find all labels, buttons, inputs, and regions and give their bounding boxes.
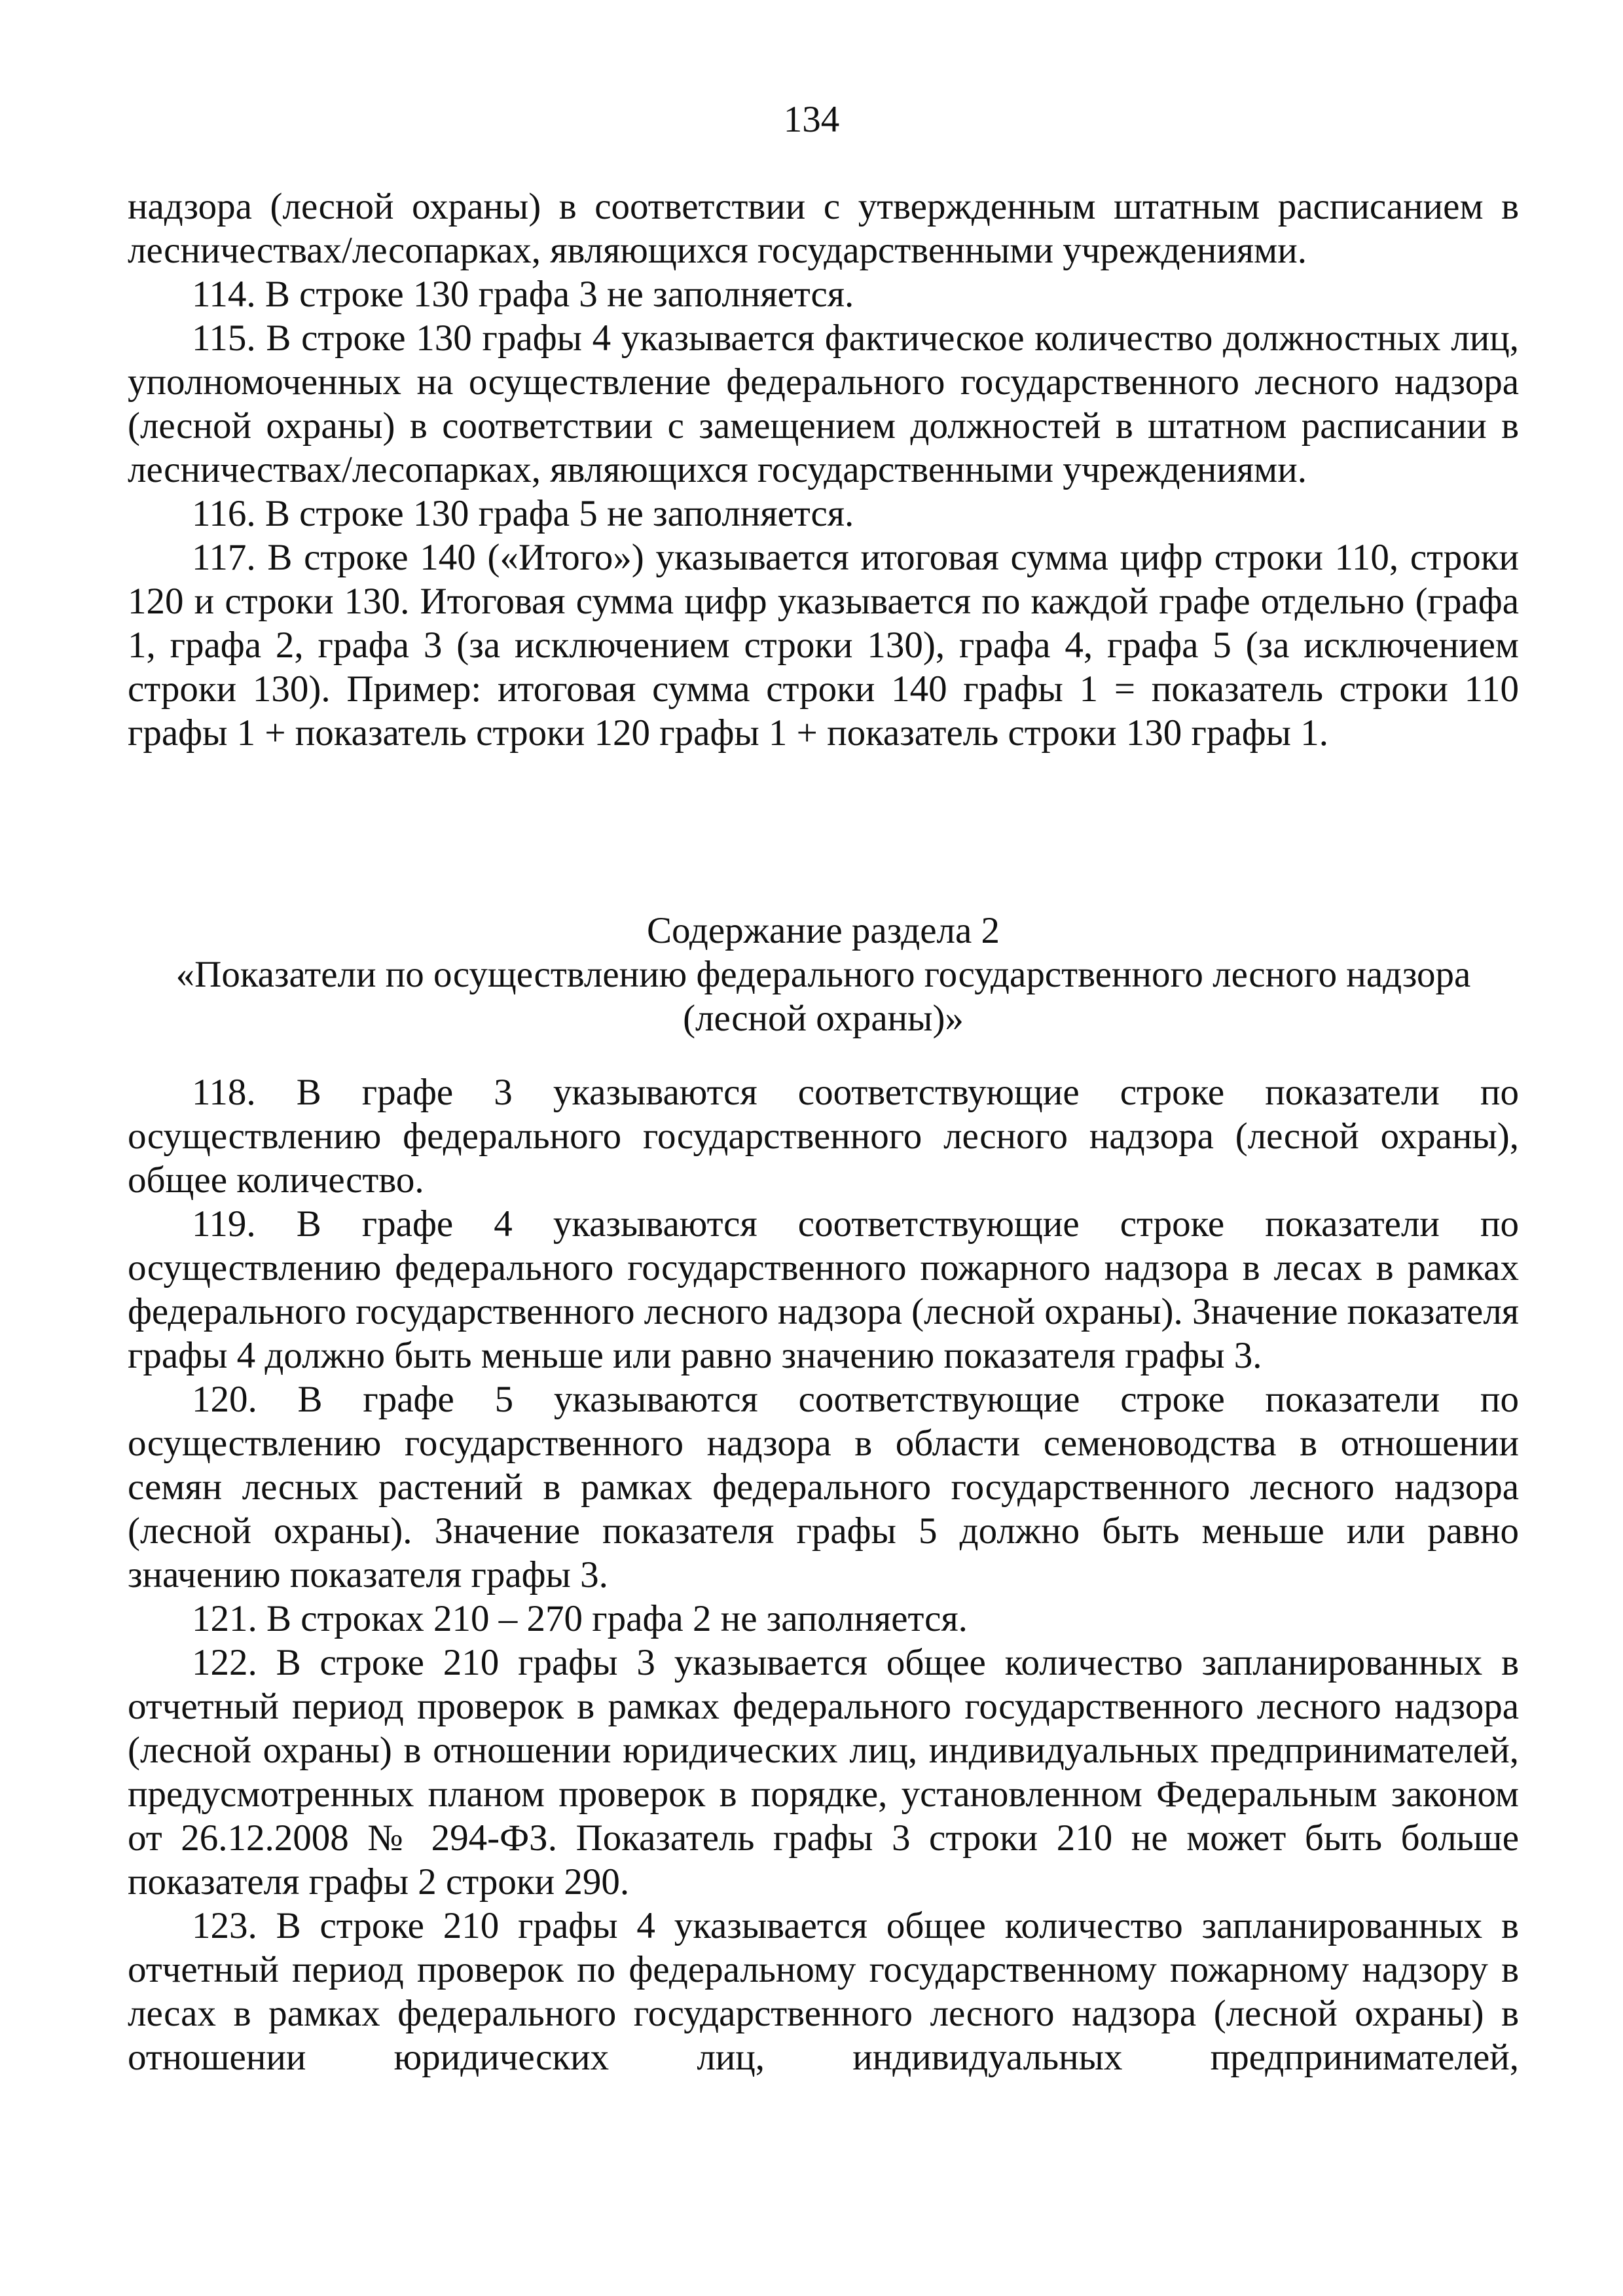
paragraph-115: 115. В строке 130 графы 4 указывается фактическое количество должностных лиц, уполномоченных на осуществление федерального государственного лесного надзора (лесной охраны) в соответствии с замещением должностей в штатном расписании в лесничествах/лесопарках, являющихся государственными учреждениями.	[128, 318, 1519, 490]
section-2-heading-line-2: «Показатели по осуществлению федерального государственного лесного надзора	[175, 954, 1471, 995]
paragraph-121: 121. В строках 210 – 270 графа 2 не заполняется.	[192, 1598, 968, 1639]
paragraph-116: 116. В строке 130 графа 5 не заполняется.	[192, 493, 854, 534]
paragraph-114: 114. В строке 130 графа 3 не заполняется.	[192, 274, 854, 315]
paragraph-continuation: надзора (лесной охраны) в соответствии с утвержденным штатным расписанием в лесничествах/лесопарках, являющихся государственными учреждениями.	[128, 186, 1519, 271]
paragraph-120: 120. В графе 5 указываются соответствующие строке показатели по осуществлению государственного надзора в области семеноводства в отношении семян лесных растений в рамках федерального государственного лесного надзора (лесной охраны). Значение показателя графы 5 должно быть меньше или равно значению показателя графы 3.	[128, 1379, 1519, 1595]
paragraph-123: 123. В строке 210 графы 4 указывается общее количество запланированных в отчетный период проверок по федеральному государственному пожарному надзору в лесах в рамках федерального государственного лесного надзора (лесной охраны) в отношении юридических лиц, индивидуальных предпринимателей,	[128, 1905, 1519, 2078]
section-2-heading	[128, 909, 1519, 1040]
section-2-heading-line-3: (лесной охраны)»	[683, 998, 964, 1039]
section-1-text	[128, 185, 1519, 755]
paragraph-119: 119. В графе 4 указываются соответствующие строке показатели по осуществлению федерального государственного пожарного надзора в лесах в рамках федерального государственного лесного надзора (лесной охраны). Значение показателя графы 4 должно быть меньше или равно значению показателя графы 3.	[128, 1203, 1519, 1376]
section-2-text	[128, 1070, 1519, 2079]
paragraph-117: 117. В строке 140 («Итого») указывается итоговая сумма цифр строки 110, строки 120 и строки 130. Итоговая сумма цифр указывается по каждой графе отдельно (графа 1, графа 2, графа 3 (за исключением строки 130), графа 4, графа 5 (за исключением строки 130). Пример: итоговая сумма строки 140 графы 1 = показатель строки 110 графы 1 + показатель строки 120 графы 1 + показатель строки 130 графы 1.	[128, 537, 1519, 754]
page-number: 134	[783, 99, 840, 140]
section-2-heading-line-1: Содержание раздела 2	[647, 910, 1000, 951]
paragraph-122: 122. В строке 210 графы 3 указывается общее количество запланированных в отчетный период проверок в рамках федерального государственного лесного надзора (лесной охраны) в отношении юридических лиц, индивидуальных предпринимателей, предусмотренных планом проверок в порядке, установленном Федеральным законом от 26.12.2008 № 294-ФЗ. Показатель графы 3 строки 210 не может быть больше показателя графы 2 строки 290.	[128, 1642, 1519, 1903]
paragraph-118: 118. В графе 3 указываются соответствующие строке показатели по осуществлению федерального государственного лесного надзора (лесной охраны), общее количество.	[128, 1072, 1519, 1201]
